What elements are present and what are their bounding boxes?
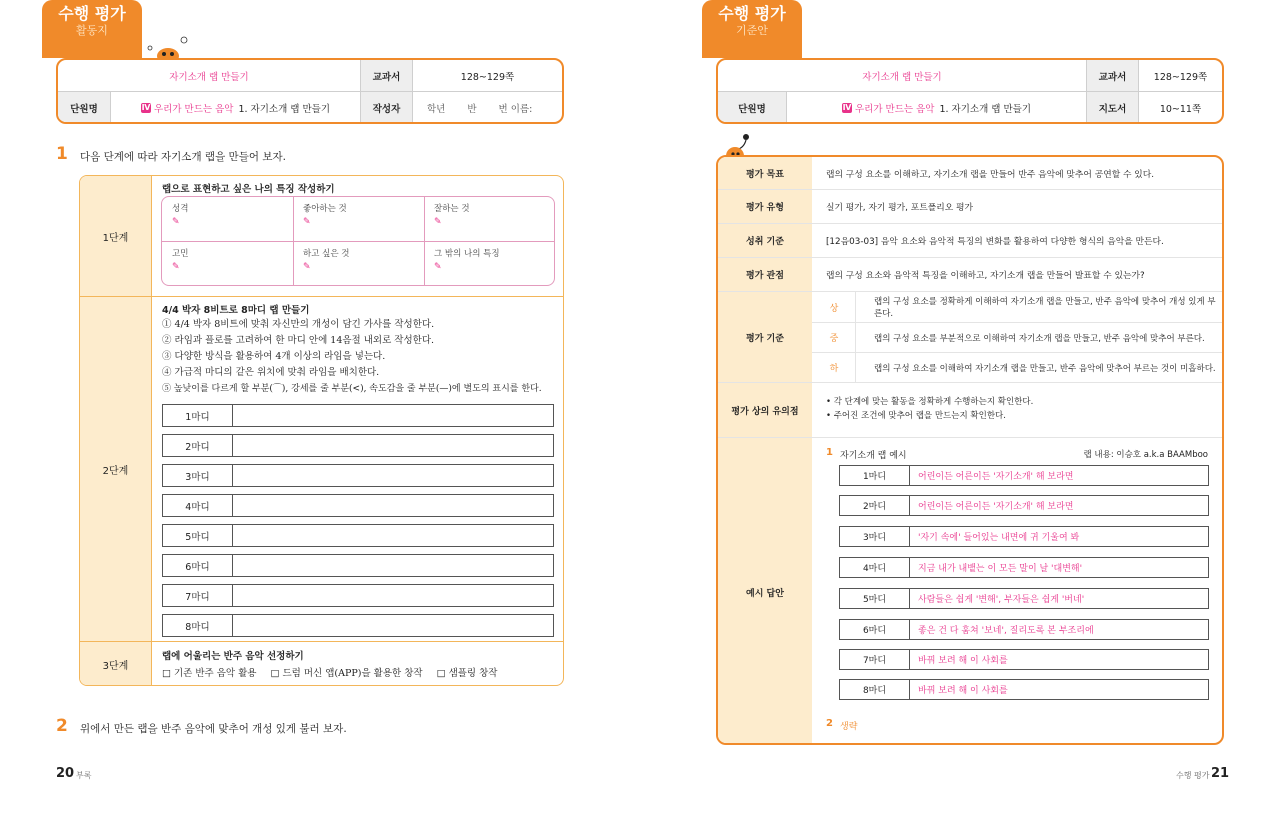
left-q1-number: 1	[56, 144, 68, 164]
feature-want-to-do: 하고 싶은 것	[303, 249, 350, 259]
answer-bar-row	[839, 649, 1209, 670]
left-tab-sub: 활동지	[76, 24, 108, 37]
left-page-label: 부록	[76, 771, 92, 780]
left-q2-text: 위에서 만든 랩을 반주 음악에 맞추어 개성 있게 불러 보자.	[80, 723, 347, 735]
feature-box	[161, 196, 555, 286]
right-unit-label: 단원명	[718, 92, 786, 124]
left-q1-text: 다음 단계에 따라 자기소개 랩을 만들어 보자.	[80, 151, 286, 163]
answer-credit: 랩 내용: 이승호 a.k.a BAAMboo	[1083, 450, 1208, 460]
activity-sheet	[79, 175, 564, 686]
option-sampling[interactable]: □ 샘플링 창작	[436, 668, 498, 679]
criteria-level-mid: 중	[829, 334, 839, 344]
right-unit-badge: Ⅳ	[842, 103, 852, 112]
bar-label: 1마디	[163, 405, 233, 426]
right-tab-title: 수행 평가	[718, 4, 786, 23]
criteria-text-high: 랩의 구성 요소를 정확하게 이해하여 자기소개 랩을 만들고, 반주 음악에 맞추어 개성 있게 부른다.	[874, 297, 1216, 319]
left-unit-item: 1. 자기소개 랩 만들기	[238, 104, 330, 115]
bar-label: 5마디	[163, 525, 233, 546]
bar-row[interactable]	[162, 584, 554, 607]
step-2: ② 라임과 플로를 고려하여 한 마디 안에 14음절 내외로 작성한다.	[162, 335, 435, 346]
stage3-title: 랩에 어울리는 반주 음악 선정하기	[162, 651, 304, 662]
left-unit-name: 우리가 만드는 음악	[153, 104, 234, 115]
left-textbook-pages: 128~129쪽	[412, 60, 562, 91]
right-page-number: 21	[1211, 766, 1230, 781]
feature-likes: 좋아하는 것	[303, 204, 347, 214]
bar-row[interactable]	[162, 404, 554, 427]
answer-bar-text: 좋은 건 다 훔쳐 '보네', 질리도록 본 부조리에	[918, 626, 1094, 636]
left-q2-number: 2	[56, 716, 68, 736]
bar-row[interactable]	[162, 494, 554, 517]
goal-label: 평가 목표	[718, 157, 812, 189]
note-2: • 주어진 조건에 맞추어 랩을 만드는지 확인한다.	[826, 411, 1006, 421]
grade-field[interactable]: 학년	[427, 104, 446, 115]
left-author-label: 작성자	[360, 92, 412, 124]
step-1: ① 4/4 박자 8비트에 맞춰 자신만의 개성이 담긴 가사를 작성한다.	[162, 319, 435, 330]
answer-bar-row	[839, 557, 1209, 578]
feature-other: 그 밖의 나의 특징	[434, 249, 500, 259]
standard-label: 성취 기준	[718, 224, 812, 257]
pencil-icon: ✎	[172, 262, 180, 272]
option-drum-machine[interactable]: □ 드럼 머신 앱(APP)을 활용한 창작	[270, 668, 423, 679]
bar-row[interactable]	[162, 434, 554, 457]
answer-q2-number: 2	[826, 718, 833, 729]
left-unit-badge: Ⅳ	[141, 103, 151, 112]
pencil-icon: ✎	[303, 217, 311, 227]
left-tab	[42, 0, 142, 58]
left-header-box	[56, 58, 564, 124]
stage1-label: 1단계	[80, 176, 152, 296]
answer-bar-row	[839, 465, 1209, 486]
step-3: ③ 다양한 방식을 활용하여 4개 이상의 라임을 넣는다.	[162, 351, 386, 362]
criteria-level-high: 상	[829, 303, 839, 314]
bar-row[interactable]	[162, 554, 554, 577]
standard-text: [12음03-03] 음악 요소와 음악적 특징의 변화를 활용하여 다양한 형식의 음악을 만든다.	[826, 237, 1164, 247]
bar-label: 3마디	[163, 465, 233, 486]
answer-bar-row	[839, 679, 1209, 700]
answer-bar-text: 어린이든 어른이든 '자기소개' 해 보라면	[918, 472, 1074, 482]
goal-text: 랩의 구성 요소를 이해하고, 자기소개 랩을 만들어 반주 음악에 맞추어 공연할 수 있다.	[826, 169, 1155, 180]
right-unit-name: 우리가 만드는 음악	[854, 104, 935, 115]
feature-good-at: 잘하는 것	[434, 204, 470, 214]
left-page-number: 20	[56, 766, 75, 781]
answer-bar-text: 바꿔 보려 해 이 사회를	[918, 686, 1008, 696]
left-header-title: 자기소개 랩 만들기	[169, 71, 249, 83]
bar-row[interactable]	[162, 524, 554, 547]
bar-row[interactable]	[162, 464, 554, 487]
type-label: 평가 유형	[718, 190, 812, 223]
left-tab-title: 수행 평가	[58, 4, 126, 23]
bar-label: 6마디	[163, 555, 233, 576]
answer-bar-row	[839, 588, 1209, 609]
guide-pages: 10~11쪽	[1138, 92, 1222, 124]
stage3-label: 3단계	[80, 642, 152, 686]
bar-label: 4마디	[163, 495, 233, 516]
criteria-level-low: 하	[829, 364, 839, 374]
answer-bar-text: 바꿔 보려 해 이 사회를	[918, 656, 1008, 666]
answer-bar-label: 7마디	[840, 650, 910, 669]
feature-worry: 고민	[172, 249, 189, 259]
option-existing-music[interactable]: □ 기존 반주 음악 활용	[162, 668, 257, 679]
right-tab-sub: 기준안	[736, 24, 768, 37]
answer-bar-row	[839, 526, 1209, 547]
stage2-title: 4/4 박자 8비트로 8마디 랩 만들기	[162, 305, 310, 316]
answer-bar-label: 8마디	[840, 680, 910, 699]
stage1-title: 랩으로 표현하고 싶은 나의 특징 작성하기	[162, 184, 335, 195]
feature-personality: 성격	[172, 204, 189, 214]
answer-bar-label: 6마디	[840, 620, 910, 639]
answer-bar-text: 사람들은 쉽게 '변해', 부자들은 쉽게 '버네'	[918, 595, 1085, 605]
pencil-icon: ✎	[434, 217, 442, 227]
answer-label: 예시 답안	[718, 438, 812, 745]
right-textbook-label: 교과서	[1086, 60, 1138, 91]
view-text: 랩의 구성 요소와 음악적 특징을 이해하고, 자기소개 랩을 만들어 발표할 수 있는가?	[826, 271, 1145, 281]
answer-title: 자기소개 랩 예시	[840, 451, 907, 461]
right-header-title: 자기소개 랩 만들기	[862, 71, 942, 83]
criteria-text-mid: 랩의 구성 요소를 부분적으로 이해하여 자기소개 랩을 만들고, 반주 음악에 맞추어 부른다.	[874, 333, 1205, 344]
bar-row[interactable]	[162, 614, 554, 637]
guide-label: 지도서	[1086, 92, 1138, 124]
pencil-icon: ✎	[172, 217, 180, 227]
stage2-label: 2단계	[80, 297, 152, 641]
name-field[interactable]: 번 이름:	[498, 104, 533, 115]
answer-bar-row	[839, 495, 1209, 516]
criteria-text-low: 랩의 구성 요소를 이해하여 자기소개 랩을 만들고, 반주 음악에 맞추어 부르는 것이 미흡하다.	[874, 363, 1216, 374]
answer-bar-label: 1마디	[840, 466, 910, 485]
stage2-steps	[162, 317, 562, 397]
right-textbook-pages: 128~129쪽	[1138, 60, 1222, 91]
class-field[interactable]: 반	[467, 104, 477, 115]
step-4: ④ 가급적 마디의 같은 위치에 맞춰 라임을 배치한다.	[162, 367, 380, 378]
note-1: • 각 단계에 맞는 활동을 정확하게 수행하는지 확인한다.	[826, 397, 1034, 407]
answer-bar-label: 4마디	[840, 558, 910, 577]
answer-bar-text: '자기 속에' 들어있는 내면에 귀 기울여 봐	[918, 533, 1080, 543]
pencil-icon: ✎	[434, 262, 442, 272]
note-label: 평가 상의 유의점	[718, 383, 812, 437]
view-label: 평가 관점	[718, 258, 812, 291]
answer-number: 1	[826, 447, 833, 458]
left-textbook-label: 교과서	[360, 60, 412, 91]
criteria-label: 평가 기준	[718, 292, 812, 382]
answer-bar-label: 5마디	[840, 589, 910, 608]
step-5: ⑤ 높낮이를 다르게 할 부분(⌒), 강세를 줄 부분(<), 속도감을 줄 부분(—)에 별도의 표시를 한다.	[162, 384, 542, 394]
answer-bar-text: 지금 내가 내뱉는 이 모든 말이 날 '대변해'	[918, 564, 1083, 574]
right-page-label: 수행 평가	[1176, 771, 1210, 780]
left-unit-label: 단원명	[58, 92, 110, 124]
type-text: 실기 평가, 자기 평가, 포트폴리오 평가	[826, 203, 974, 213]
answer-bar-label: 3마디	[840, 527, 910, 546]
right-header-box	[716, 58, 1224, 124]
right-unit-item: 1. 자기소개 랩 만들기	[939, 104, 1031, 115]
bar-label: 2마디	[163, 435, 233, 456]
right-tab	[702, 0, 802, 58]
bar-label: 7마디	[163, 585, 233, 606]
answer-q2-text: 생략	[840, 722, 858, 732]
answer-bar-text: 어린이든 어른이든 '자기소개' 해 보라면	[918, 502, 1074, 512]
pencil-icon: ✎	[303, 262, 311, 272]
bar-label: 8마디	[163, 615, 233, 636]
answer-bar-label: 2마디	[840, 496, 910, 515]
answer-bar-row	[839, 619, 1209, 640]
